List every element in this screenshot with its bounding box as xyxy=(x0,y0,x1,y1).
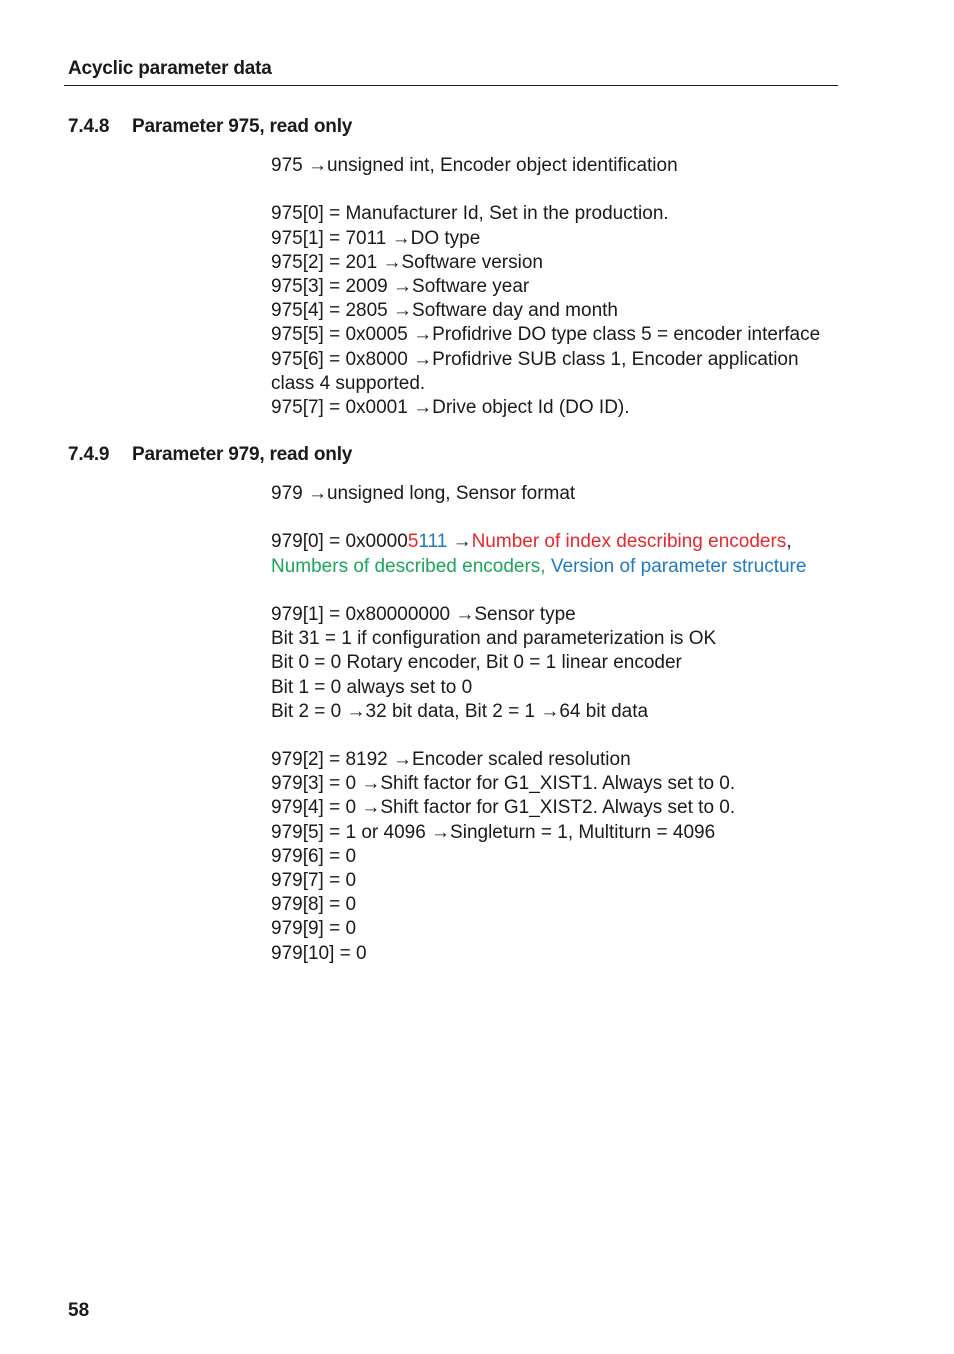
spacer xyxy=(271,506,806,530)
param-979-2 xyxy=(271,748,806,772)
version-text: Version of parameter structure xyxy=(550,555,807,577)
text: 975[7] = 0x0001 xyxy=(271,396,414,418)
text: , xyxy=(786,531,792,553)
version-digits: 111 xyxy=(418,531,448,553)
page-number: 58 xyxy=(68,1300,90,1321)
arrow-icon: → xyxy=(413,396,433,418)
param-975-4 xyxy=(271,299,820,323)
spacer xyxy=(271,724,806,748)
text: 979[0] = 0x0000 xyxy=(271,531,408,553)
text: 975[1] = 7011 xyxy=(271,227,392,249)
arrow-icon: → xyxy=(452,531,472,553)
text: Software day and month xyxy=(412,300,618,322)
spacer xyxy=(271,579,806,603)
param-979-intro xyxy=(271,482,806,506)
text: Shift factor for G1_XIST1. Always set to 0. xyxy=(380,773,736,795)
param-975-7 xyxy=(271,396,820,420)
index-count-text: Number of index describing encoders xyxy=(471,531,787,553)
section-title: Parameter 979, read only xyxy=(132,444,353,465)
text: Encoder scaled resolution xyxy=(412,749,631,771)
text: 975[5] = 0x0005 xyxy=(271,324,414,346)
arrow-icon: → xyxy=(391,227,411,249)
text: 979[4] = 0 xyxy=(271,797,362,819)
text: 975[3] = 2009 xyxy=(271,275,394,297)
param-979-0 xyxy=(271,530,806,554)
text: 975[6] = 0x8000 xyxy=(271,348,414,370)
text: Singleturn = 1, Multiturn = 4096 xyxy=(450,821,716,843)
arrow-icon: → xyxy=(361,797,381,819)
param-979-0-cont xyxy=(271,555,806,579)
section-title: Parameter 975, read only xyxy=(132,116,353,137)
text: 975 xyxy=(271,155,308,176)
spacer xyxy=(271,178,820,202)
bit-31: Bit 31 = 1 if configuration and parameterization is OK xyxy=(271,628,717,650)
arrow-icon: → xyxy=(307,155,327,176)
param-975-6 xyxy=(271,348,820,372)
text: Drive object Id (DO ID). xyxy=(432,396,630,418)
param-979-6: 979[6] = 0 xyxy=(271,845,357,867)
text: Bit 2 = 0 xyxy=(271,700,347,722)
param-975-1 xyxy=(271,227,820,251)
encoder-count-text: Numbers of described encoders, xyxy=(271,555,551,577)
param-979-1 xyxy=(271,603,806,627)
param-979-7: 979[7] = 0 xyxy=(271,870,357,891)
param-979-4 xyxy=(271,796,806,820)
arrow-icon: → xyxy=(413,324,433,346)
text: Profidrive DO type class 5 = encoder interface xyxy=(432,324,821,346)
index-count-digit: 5 xyxy=(407,531,419,553)
header-rule xyxy=(64,85,838,86)
arrow-icon: → xyxy=(455,603,475,625)
text: 64 bit data xyxy=(559,700,649,722)
text: 975[2] = 201 xyxy=(271,251,383,273)
section-number: 7.4.8 xyxy=(68,116,110,137)
running-header: Acyclic parameter data xyxy=(68,58,272,79)
text: unsigned int, Encoder object identification xyxy=(326,155,678,176)
param-975-0: 975[0] = Manufacturer Id, Set in the production. xyxy=(271,203,669,225)
section-heading-979 xyxy=(68,444,352,466)
param-975-content xyxy=(271,154,820,420)
bit-0: Bit 0 = 0 Rotary encoder, Bit 0 = 1 linear encoder xyxy=(271,652,682,674)
text: 979[1] = 0x80000000 xyxy=(271,603,456,625)
param-979-content xyxy=(271,482,806,966)
param-979-5 xyxy=(271,821,806,845)
arrow-icon: → xyxy=(540,700,560,722)
param-979-9: 979[9] = 0 xyxy=(271,918,357,940)
param-975-intro xyxy=(271,154,820,178)
text: 979[5] = 1 or 4096 xyxy=(271,821,432,843)
arrow-icon: → xyxy=(346,700,366,722)
param-975-5 xyxy=(271,323,820,347)
arrow-icon: → xyxy=(393,749,413,771)
text: DO type xyxy=(410,227,481,249)
arrow-icon: → xyxy=(382,251,402,273)
bit-2 xyxy=(271,700,806,724)
text: Software year xyxy=(412,275,530,297)
bit-1: Bit 1 = 0 always set to 0 xyxy=(271,676,473,698)
param-979-3 xyxy=(271,772,806,796)
param-975-3 xyxy=(271,275,820,299)
text: 32 bit data, Bit 2 = 1 xyxy=(365,700,541,722)
text: 979[2] = 8192 xyxy=(271,749,394,771)
arrow-icon: → xyxy=(361,773,381,795)
text: unsigned long, Sensor format xyxy=(326,483,576,504)
section-heading-975 xyxy=(68,116,352,138)
param-979-8: 979[8] = 0 xyxy=(271,894,357,916)
param-979-10: 979[10] = 0 xyxy=(271,942,367,964)
section-number: 7.4.9 xyxy=(68,444,110,465)
arrow-icon: → xyxy=(413,348,433,370)
arrow-icon: → xyxy=(393,275,413,297)
text: 975[4] = 2805 xyxy=(271,300,394,322)
text: Software version xyxy=(401,251,543,273)
text: Shift factor for G1_XIST2. Always set to 0. xyxy=(380,797,736,819)
param-975-2 xyxy=(271,251,820,275)
text: Sensor type xyxy=(474,603,576,625)
arrow-icon: → xyxy=(307,483,327,504)
param-975-6-cont: class 4 supported. xyxy=(271,372,426,394)
arrow-icon: → xyxy=(393,300,413,322)
text: 979 xyxy=(271,483,308,504)
text: 979[3] = 0 xyxy=(271,773,362,795)
text: Profidrive SUB class 1, Encoder application xyxy=(432,348,799,370)
arrow-icon: → xyxy=(431,821,451,843)
